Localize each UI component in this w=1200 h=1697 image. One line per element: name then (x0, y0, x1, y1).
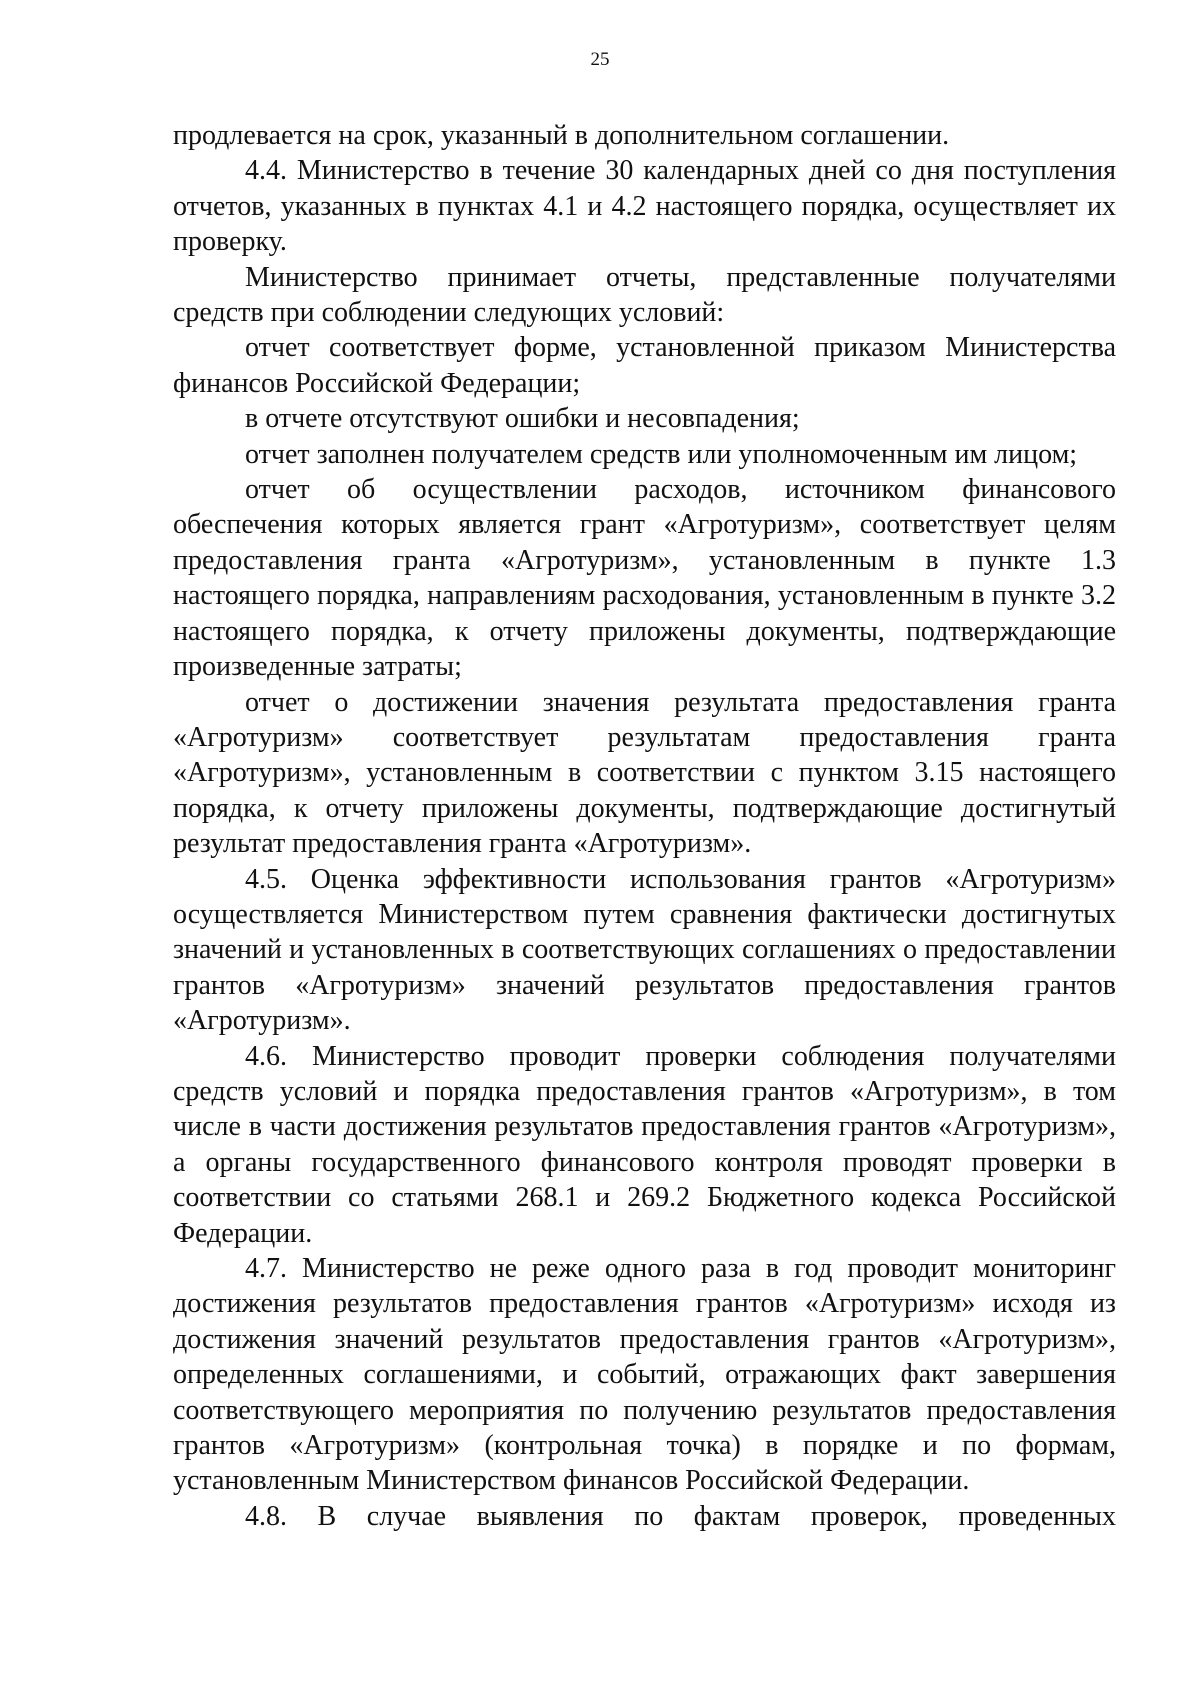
paragraph-4-8: 4.8. В случае выявления по фактам проверок, проведенных (245, 1500, 1116, 1532)
paragraph-4-6: 4.6. Министерство проводит проверки соблюдения получателями средств условий и порядка предоставления грантов «Агротуризм», в том числе в части достижения результатов предоставления грантов «Агротуризм», а органы государственного финансового контроля проводят проверки в соответствии со статьями 268.1 и 269.2 Бюджетного кодекса Российской Федерации. (173, 1040, 1116, 1249)
condition-filled-by-recipient: отчет заполнен получателем средств или уполномоченным им лицом; (245, 438, 1078, 470)
paragraph-4-5: 4.5. Оценка эффективности использования грантов «Агротуризм» осуществляется Министерством путем сравнения фактически достигнутых значений и установленных в соответствующих соглашениях о предоставлении грантов «Агротуризм» значений результатов предоставления грантов «Агротуризм». (173, 863, 1116, 1037)
paragraph-4-7: 4.7. Министерство не реже одного раза в год проводит мониторинг достижения результатов предоставления грантов «Агротуризм» исходя из достижения значений результатов предоставления грантов «Агротуризм», определенных соглашениями, и событий, отражающих факт завершения соответствующего мероприятия по получению результатов предоставления грантов «Агротуризм» (контрольная точка) в порядке и по формам, установленным Министерством финансов Российской Федерации. (173, 1253, 1116, 1497)
condition-result-report: отчет о достижении значения результата предоставления гранта «Агротуризм» соответствует результатам предоставления гранта «Агротуризм», установленным в соответствии с пунктом 3.15 настоящего порядка, к отчету приложены документы, подтверждающие достигнутый результат предоставления гранта «Агротуризм». (173, 686, 1116, 860)
paragraph-continuation: продлевается на срок, указанный в дополнительном соглашении. (173, 120, 950, 151)
paragraph-4-4: 4.4. Министерство в течение 30 календарных дней со дня поступления отчетов, указанных в пунктах 4.1 и 4.2 настоящего порядка, осуществляет их проверку. (173, 155, 1116, 258)
condition-no-errors: в отчете отсутствуют ошибки и несовпадения; (245, 403, 800, 435)
condition-expense-report: отчет об осуществлении расходов, источником финансового обеспечения которых является грант «Агротуризм», соответствует целям предоставления гранта «Агротуризм», установленным в пункте 1.3 настоящего порядка, направлениям расходования, установленным в пункте 3.2 настоящего порядка, к отчету приложены документы, подтверждающие произведенные затраты; (173, 474, 1116, 683)
paragraph-report-acceptance: Министерство принимает отчеты, представленные получателями средств при соблюдении следующих условий: (173, 261, 1116, 329)
condition-form-compliance: отчет соответствует форме, установленной приказом Министерства финансов Российской Федерации; (173, 332, 1116, 399)
document-body (173, 118, 1116, 1534)
page-number: 25 (590, 49, 610, 70)
